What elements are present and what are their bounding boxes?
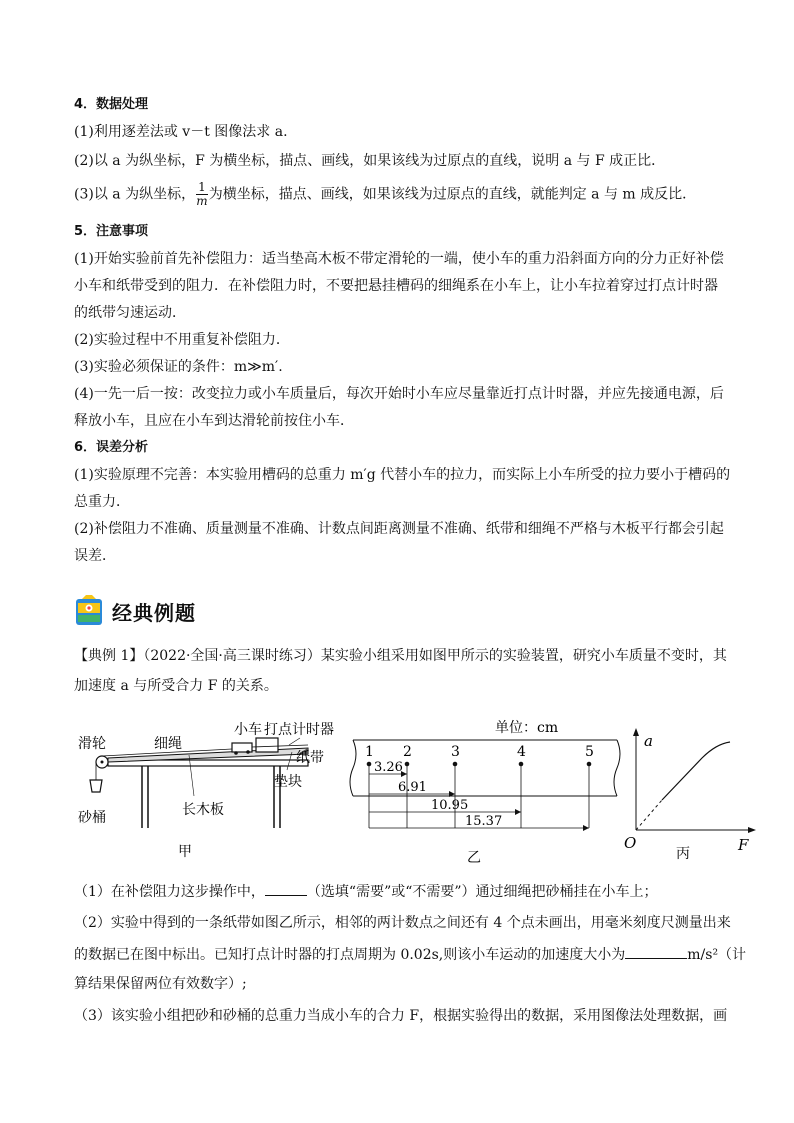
- figure-paper-tape: [345, 716, 625, 866]
- data-curve: [662, 742, 730, 800]
- arrow-head: [583, 825, 589, 831]
- label-block: 垫块: [274, 774, 302, 790]
- question-2-line: （2）实验中得到的一条纸带如图乙所示，相邻的两计数点之间还有 4 个点未画出，用毫米刻度尺测量出来: [74, 915, 731, 931]
- distance-label: 15.37: [465, 814, 503, 829]
- paragraph-line: 释放小车，且应在小车到达滑轮前按住小车．: [74, 413, 354, 429]
- section-heading-precautions: 5．注意事项: [74, 224, 149, 239]
- point-label: 1: [365, 744, 374, 760]
- example-line: 【典例 1】（2022·全国·高三课时练习）某实验小组采用如图甲所示的实验装置，研究小车质量不变时，其: [74, 648, 727, 664]
- distance-label: 6.91: [398, 780, 427, 795]
- label-timer: 打点计时器: [264, 722, 334, 738]
- paragraph-line: (1)开始实验前首先补偿阻力：适当垫高木板不带定滑轮的一端，使小车的重力沿斜面方向的分力正好补偿: [74, 251, 724, 267]
- paragraph-line: (3)实验必须保证的条件：m≫m′.: [74, 359, 283, 375]
- paragraph-line: 的纸带匀速运动．: [74, 305, 186, 321]
- paragraph-line-fraction: [74, 181, 696, 208]
- classic-examples-banner: [74, 594, 196, 628]
- distance-label: 3.26: [374, 760, 403, 775]
- paragraph-line: (2)以 a 为纵坐标，F 为横坐标，描点、画线，如果该线为过原点的直线，说明 a 与 F 成正比．: [74, 153, 666, 169]
- timer: [256, 738, 278, 752]
- example-line: 加速度 a 与所受合力 F 的关系。: [74, 678, 278, 694]
- answer-blank-2[interactable]: [625, 944, 687, 959]
- banner-title: 经典例题: [112, 600, 196, 625]
- label-cart: 小车: [234, 722, 262, 738]
- question-3-line: （3）该实验小组把砂和砂桶的总重力当成小车的合力 F，根据实验得出的数据，采用图像法处理数据，画: [74, 1008, 728, 1024]
- paragraph-line: 总重力．: [74, 494, 130, 510]
- axis-label-a: a: [644, 732, 653, 750]
- answer-blank-1[interactable]: [265, 881, 307, 896]
- sand-bucket: [90, 780, 102, 792]
- text-segment: m/s²（计: [687, 947, 747, 963]
- figure-caption: 乙: [467, 850, 481, 866]
- label-bucket: 砂桶: [78, 810, 106, 826]
- origin-label: O: [624, 834, 637, 852]
- paragraph-line: 小车和纸带受到的阻力．在补偿阻力时，不要把悬挂槽码的细绳系在小车上，让小车拉着穿过打点计时器: [74, 278, 718, 294]
- distance-label: 10.95: [431, 798, 469, 813]
- text-segment: 的数据已在图中标出。已知打点计时器的打点周期为 0.02s,则该小车运动的加速度大小为: [74, 947, 626, 963]
- arrow-head: [515, 809, 521, 815]
- label-board: 长木板: [182, 802, 224, 818]
- question-2-line: [74, 944, 746, 965]
- label-pulley: 滑轮: [78, 736, 106, 752]
- text-segment: （1）在补偿阻力这步操作中，: [74, 884, 265, 900]
- extrapolated-line: [636, 800, 662, 830]
- label-rope: 细绳: [154, 736, 182, 752]
- text-segment: （选填“需要”或“不需要”）通过细绳把砂桶挂在小车上；: [306, 884, 658, 900]
- paragraph-line: (2)实验过程中不用重复补偿阻力．: [74, 332, 290, 348]
- text-segment: 为横坐标，描点、画线，如果该线为过原点的直线，就能判定 a 与 m 成反比．: [208, 186, 697, 203]
- paragraph-line: (1)利用逐差法或 v－t 图像法求 a.: [74, 124, 288, 140]
- axis-label-f: F: [738, 836, 749, 854]
- section-heading-data-processing: 4．数据处理: [74, 97, 149, 112]
- figure-af-graph: [620, 724, 760, 864]
- label-tape: 纸带: [296, 750, 324, 766]
- unit-label: 单位：cm: [495, 720, 559, 736]
- point-label: 5: [585, 744, 594, 760]
- section-heading-error-analysis: 6．误差分析: [74, 440, 149, 455]
- fraction-numerator: 1: [198, 180, 206, 194]
- text-segment: (3)以 a 为纵坐标，: [74, 186, 196, 203]
- point-label: 2: [403, 744, 412, 760]
- paragraph-line: (2)补偿阻力不准确、质量测量不准确、计数点间距离测量不准确、纸带和细绳不严格与木板平行都会引起: [74, 521, 724, 537]
- paragraph-line: 误差．: [74, 548, 116, 564]
- paragraph-line: (4)一先一后一按：改变拉力或小车质量后，每次开始时小车应尽量靠近打点计时器，并应先接通电源，后: [74, 386, 724, 402]
- book-icon: [74, 595, 104, 627]
- question-1: [74, 881, 658, 902]
- question-2-line: 算结果保留两位有效数字）;: [74, 976, 247, 992]
- figure-caption: 丙: [676, 846, 690, 862]
- figure-apparatus: [74, 718, 344, 868]
- fraction-1-over-m: [196, 181, 208, 208]
- paragraph-line: (1)实验原理不完善：本实验用槽码的总重力 m′g 代替小车的拉力，而实际上小车所受的拉力要小于槽码的: [74, 467, 731, 483]
- fraction-denominator: m: [196, 194, 208, 208]
- point-label: 4: [517, 744, 526, 760]
- figure-caption: 甲: [178, 844, 192, 860]
- point-label: 3: [451, 744, 460, 760]
